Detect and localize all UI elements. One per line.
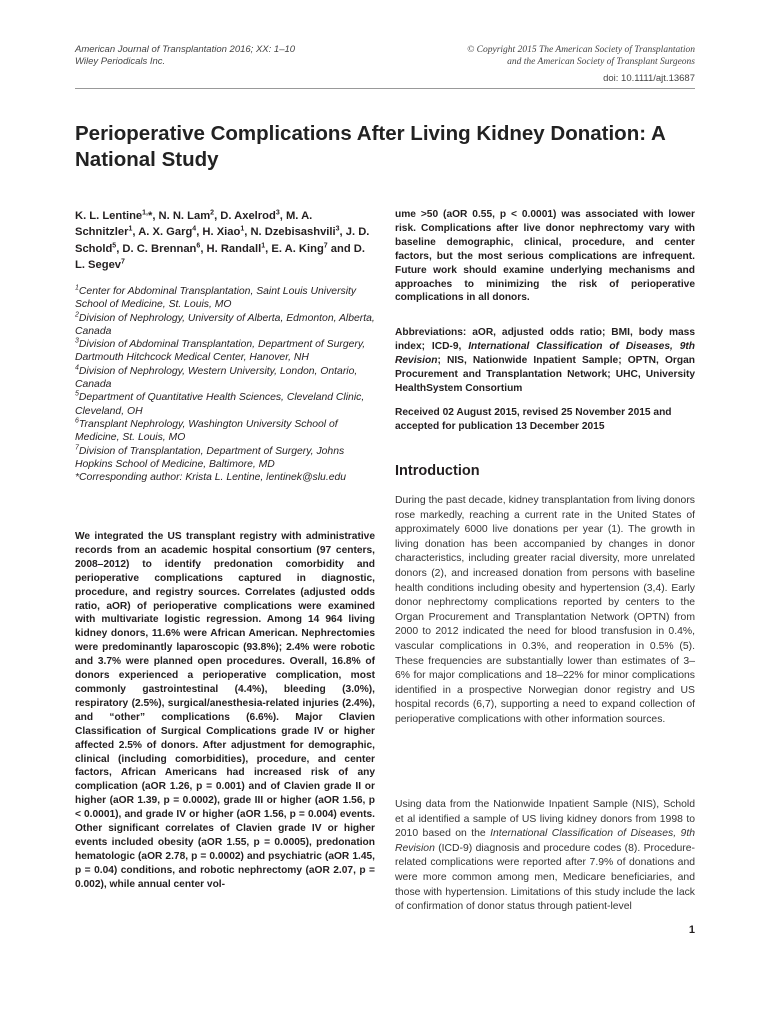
affiliation-number: 7 <box>75 444 79 452</box>
abbreviations: Abbreviations: aOR, adjusted odds ratio; BMI, body mass index; ICD-9, International Classification of Diseases, 9th Revision; NIS, Nationwide Inpatient Sample; OPTN, Organ Procurement and Transplantation Network; UHC, University HealthSystem Consortium <box>395 327 695 394</box>
affiliation-text: Division of Nephrology, Western University, London, Ontario, Canada <box>75 365 358 391</box>
intro-paragraph-2: Using data from the Nationwide Inpatient Sample (NIS), Schold et al identified a sample of US living kidney donors from 1998 to 2010 based on the International Classification of Diseases, 9th Revision (ICD-9) diagnosis and procedure codes (8). Procedure-related complications were reported after 7.9% of donations and were more common among men, Medicare beneficiaries, and those with hypertension. Limitations of this study include the lack of confirmation of donor status through patient-level <box>395 799 695 913</box>
author-affiliation-mark: 7 <box>121 258 125 266</box>
author-name: E. A. King <box>271 242 324 255</box>
author-separator: , <box>279 210 286 222</box>
affiliation-item <box>75 445 380 472</box>
affiliation-text: Division of Abdominal Transplantation, Department of Surgery, Dartmouth Hitchcock Medical Center, Hanover, NH <box>75 339 366 364</box>
affiliation-item <box>75 365 380 392</box>
author-name: D. Axelrod <box>220 210 276 222</box>
corresponding-author: *Corresponding author: Krista L. Lentine, lentinek@slu.edu <box>75 472 347 484</box>
author-separator: , <box>200 242 207 255</box>
copyright-line-2: and the American Society of Transplant Surgeons <box>507 57 695 67</box>
author-separator: and <box>327 242 354 255</box>
affiliation-text: Division of Transplantation, Department of Surgery, Johns Hopkins School of Medicine, Baltimore, MD <box>75 445 345 470</box>
affiliation-number: 4 <box>75 364 79 372</box>
author-affiliation-mark: 4 <box>192 225 197 233</box>
author-separator: *, <box>147 210 159 222</box>
journal-line-2: Wiley Periodicals Inc. <box>75 56 166 67</box>
author-separator: , <box>116 242 123 255</box>
affiliation-item <box>75 338 380 365</box>
author-affiliation-mark: 3 <box>335 225 340 233</box>
author-name: M. A. Schnitzler <box>75 210 313 239</box>
author-separator: , <box>196 226 203 239</box>
author-name: H. Xiao <box>202 226 241 239</box>
affiliation-item <box>75 312 380 339</box>
affiliations <box>75 285 380 484</box>
author-affiliation-mark: 7 <box>323 241 328 249</box>
affiliation-number: 6 <box>75 417 79 425</box>
author-separator: , <box>244 226 251 239</box>
affiliation-item <box>75 418 380 445</box>
page-number: 1 <box>688 924 695 936</box>
affiliation-number: 5 <box>75 390 79 398</box>
author-name: N. N. Lam <box>158 210 211 222</box>
author-affiliation-mark: 1, <box>142 209 148 217</box>
affiliation-number: 3 <box>75 337 79 345</box>
author-name: D. C. Brennan <box>122 242 197 255</box>
author-separator: , <box>265 242 272 255</box>
affiliation-text: Department of Quantitative Health Sciences, Cleveland Clinic, Cleveland, OH <box>75 392 365 417</box>
header-divider <box>75 88 695 89</box>
author-affiliation-mark: 6 <box>196 241 201 249</box>
author-name: H. Randall <box>206 242 262 255</box>
copyright-notice <box>467 44 695 68</box>
author-affiliation-mark: 1 <box>240 225 245 233</box>
affiliation-text: Center for Abdominal Transplantation, Saint Louis University School of Medicine, St. Louis, MO <box>75 286 357 311</box>
author-affiliation-mark: 5 <box>112 241 117 249</box>
affiliation-number: 2 <box>75 311 79 319</box>
journal-citation <box>75 44 295 68</box>
article-title: Perioperative Complications After Living Kidney Donation: A National Study <box>75 122 666 171</box>
author-name: J. D. Schold <box>75 226 370 255</box>
section-heading-introduction: Introduction <box>395 463 480 479</box>
abstract-part-1: We integrated the US transplant registry with administrative records from an academic hospital consortium (97 centers, 2008–2012) to identify predonation comorbidity and perioperative complications captured in diagnostic, procedure, and registry sources. Correlates (adjusted odds ratio, aOR) of perioperative complications were examined with multivariate logistic regression. Among 14 964 living kidney donors, 11.6% were African American. Nephrectomies were predominantly laparoscopic (93.8%); 2.4% were robotic and 3.7% were planned open procedures. Overall, 16.8% of donors experienced a perioperative complication, most commonly gastrointestinal (4.4%), bleeding (3.0%), respiratory (2.5%), surgical/anesthesia-related injuries (2.4%), and “other” complications (6.6%). Major Clavien Classification of Surgical Complications grade IV or higher affected 2.5% of donors. After adjustment for demographic, clinical (including comorbidities), procedure, and center factors, African Americans had increased risk of any complication (aOR 1.26, p = 0.001) and of Clavien grade II or higher (aOR 1.39, p = 0.0002), grade III or higher (aOR 1.56, p < 0.0001), and grade IV or higher (aOR 1.56, p = 0.004) events. Other significant correlates of Clavien grade IV or higher events included obesity (aOR 1.55, p = 0.0005), predonation hematologic (aOR 2.78, p = 0.0002) and psychiatric (aOR 1.45, p = 0.04) conditions, and robotic nephrectomy (aOR 2.07, p = 0.002), while annual center vol- <box>75 531 375 890</box>
affiliation-text: Division of Nephrology, University of Alberta, Edmonton, Alberta, Canada <box>75 312 375 337</box>
affiliation-item <box>75 391 380 418</box>
abstract-part-2: ume >50 (aOR 0.55, p < 0.0001) was associated with lower risk. Complications after live donor nephrectomy vary with baseline demographic, clinical, procedure, and center factors, but the most serious complications are infrequent. Future work should examine underlying mechanisms and approaches to minimizing the risk of perioperative complications in all donors. <box>395 209 695 304</box>
author-separator: , <box>339 226 346 239</box>
doi-link[interactable]: doi: 10.1111/ajt.13687 <box>603 73 695 84</box>
author-separator: , <box>214 210 221 222</box>
received-dates: Received 02 August 2015, revised 25 November 2015 and accepted for publication 13 December 2015 <box>395 407 672 432</box>
affiliation-number: 1 <box>75 284 79 292</box>
author-affiliation-mark: 1 <box>128 225 133 233</box>
author-affiliation-mark: 3 <box>275 209 280 217</box>
author-separator: , <box>132 226 139 239</box>
author-name: A. X. Garg <box>138 226 193 239</box>
author-name: N. Dzebisashvili <box>250 226 336 239</box>
copyright-line-1: © Copyright 2015 The American Society of Transplantation <box>467 45 695 55</box>
affiliation-item <box>75 285 380 312</box>
journal-line-1: American Journal of Transplantation 2016; XX: 1–10 <box>75 44 296 55</box>
intro-paragraph-1: During the past decade, kidney transplantation from living donors rose markedly, reaching a current rate in the United States of approximately 6000 live donations per year (1). The growth in living donation has been accompanied by changes in donor characteristics, including greater racial diversity, more unrelated donors (2), and increased donation from persons with baseline health conditions including obesity and hypertension (3,4). Early donor nephrectomy complications reported by centers to the Organ Procurement and Transplantation Network (OPTN) from 2000 to 2012 indicated the need for blood transfusion in 0.4%, vascular complications in 0.3%, and reoperation in 0.5% (5). These frequencies are substantially lower than estimates of 3–6% for major complications and 18–22% for minor complications identified in a prospective Norwegian donor registry and US hospital records (6,7), supporting a need to expand collection of perioperative complications with other information sources. <box>395 495 695 725</box>
author-name: K. L. Lentine <box>75 210 143 222</box>
author-list <box>75 208 375 273</box>
author-affiliation-mark: 2 <box>210 209 215 217</box>
affiliation-text: Transplant Nephrology, Washington University School of Medicine, St. Louis, MO <box>75 418 338 444</box>
author-affiliation-mark: 1 <box>261 241 266 249</box>
author-name: D. L. Segev <box>75 242 365 271</box>
